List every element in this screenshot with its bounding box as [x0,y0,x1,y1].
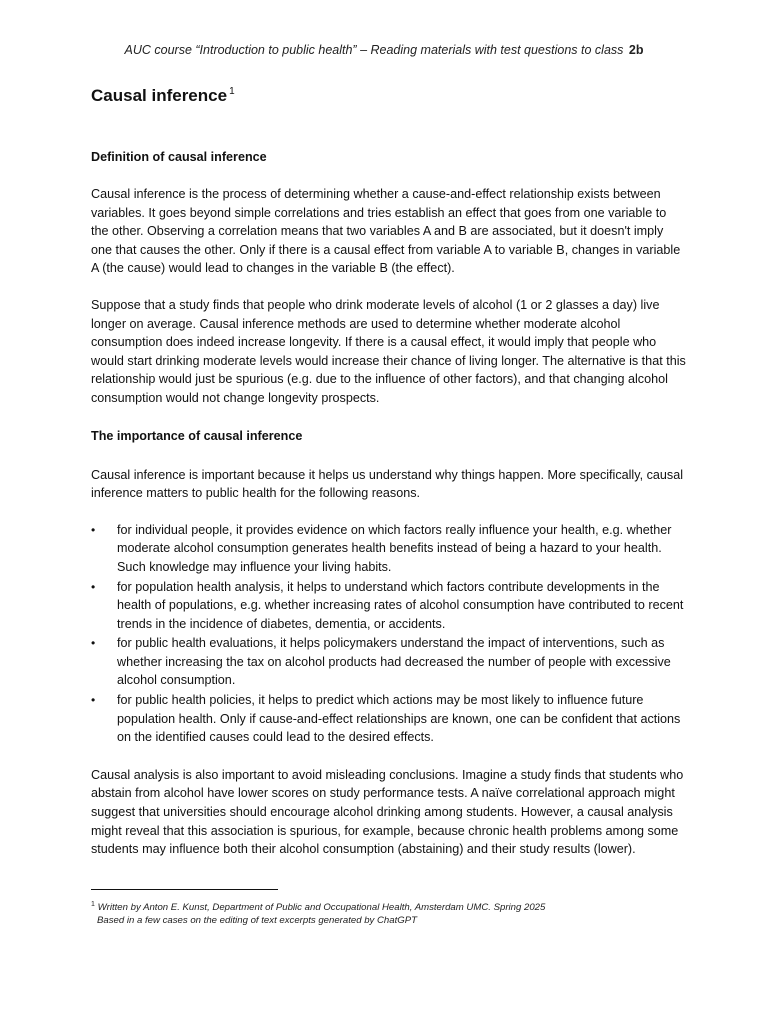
document-body [91,147,686,859]
paragraph-importance-closing: Causal analysis is also important to avoid misleading conclusions. Imagine a study finds that students who abstain from alcohol have lower scores on study performance tests. A naïve correlational approach might suggest that universities should encourage alcohol drinking among students. However, a causal analysis might reveal that this association is spurious, for example, because chronic health problems among some students may influence both their alcohol consumption (abstaining) and their study results (lower). [91,767,684,857]
importance-bullet-list [91,521,686,747]
bullet-icon: • [91,693,96,708]
list-item [91,578,686,634]
footnote-1-text: Written by Anton E. Kunst, Department of Public and Occupational Health, Amsterdam UMC. Spring 2025 [97,902,546,914]
list-item [91,691,686,747]
bullet-icon: • [91,636,96,651]
list-item-text: for individual people, it provides evidence on which factors really influence your health, e.g. whether moderate alcohol consumption generates health benefits instead of being a hazard to your health. Such knowledge may influence your living habits. [117,522,672,574]
page-title-text: Causal inference [91,86,228,105]
page-title [91,86,235,106]
footnote-1 [91,898,691,914]
list-item [91,521,686,577]
list-item-text: for public health policies, it helps to predict which actions may be most likely to influence future population health. Only if cause-and-effect relationships are known, one can be confident that actions on the identified causes could lead to the desired effects. [117,693,681,745]
paragraph-definition-1: Causal inference is the process of determining whether a cause-and-effect relationship exists between variables. It goes beyond simple correlations and tries establish an effect that goes from one variable to the other. Observing a correlation means that two variables A and B are associated, but it doesn't imply one that causes the other. Only if there is a causal effect from variable A to variable B, changes in variable A (the cause) would lead to changes in the variable B (the effect). [91,187,681,276]
section-heading-definition: Definition of causal inference [91,150,267,164]
section-heading-importance: The importance of causal inference [91,428,303,443]
title-footnote-ref: 1 [229,86,235,98]
footnote-marker: 1 [91,901,95,908]
list-item-text: for population health analysis, it helps to understand which factors contribute developments in the health of populations, e.g. whether increasing rates of alcohol consumption have contributed to recent trends in the incidence of diabetes, dementia, or accidents. [117,579,684,631]
paragraph-definition-2: Suppose that a study finds that people who drink moderate levels of alcohol (1 or 2 glasses a day) live longer on average. Causal inference methods are used to determine whether moderate alcohol consumption does indeed increase longevity. If there is a causal effect, it would imply that people who would start drinking moderate levels would increase their chance of living longer. The alternative is that this relationship would just be spurious (e.g. due to the influence of other factors), and that changing alcohol consumption would not change longevity prospects. [91,297,686,405]
running-header-class-number: 2b [628,43,644,57]
running-header [0,43,768,57]
bullet-icon: • [91,522,96,537]
bullet-icon: • [91,579,96,594]
paragraph-importance-intro: Causal inference is important because it helps us understand why things happen. More specifically, causal inference matters to public health for the following reasons. [91,467,683,501]
list-item [91,634,686,690]
footnote-1-continuation: Based in a few cases on the editing of text excerpts generated by ChatGPT [97,915,417,927]
list-item-text: for public health evaluations, it helps policymakers understand the impact of interventions, such as whether increasing the tax on alcohol products had decreased the number of people with excessive alcohol consumption. [117,636,671,688]
running-header-title: AUC course “Introduction to public health” – Reading materials with test questions to class [124,43,624,57]
footnote-divider [91,889,278,890]
footnotes [91,898,691,927]
